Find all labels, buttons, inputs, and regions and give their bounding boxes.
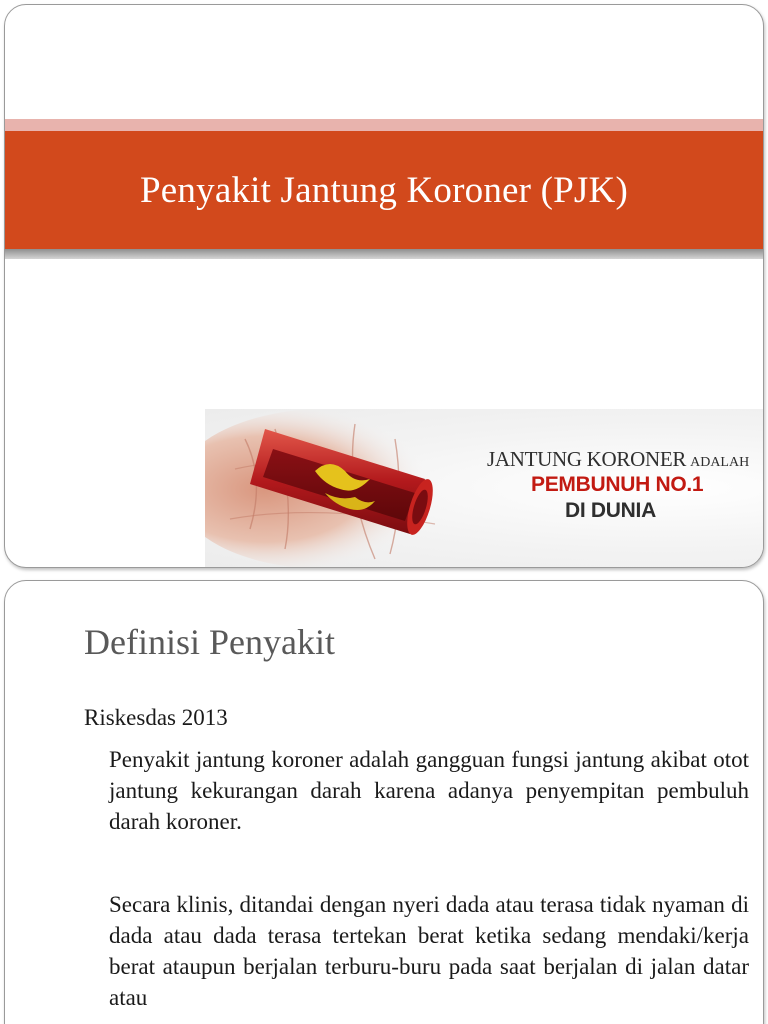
title-band (5, 131, 763, 249)
banner-line-2: PEMBUNUH NO.1 (531, 473, 704, 496)
definition-slide (4, 580, 764, 1024)
banner-line-1 (487, 447, 749, 472)
banner-line-1-main: JANTUNG KORONER (487, 447, 687, 471)
source-label: Riskesdas 2013 (84, 705, 228, 730)
slide-heading: Definisi Penyakit (84, 622, 335, 662)
title-slide (4, 4, 764, 568)
title-band-shadow (5, 249, 763, 259)
slide-title: Penyakit Jantung Koroner (PJK) (140, 169, 628, 211)
clinical-paragraph: Secara klinis, ditandai dengan nyeri dada atau terasa tidak nyaman di dada atau dada terasa tertekan berat ketika sedang mendaki/kerja berat ataupun berjalan terburu-buru pada saat berjalan di jalan datar atau (109, 892, 749, 1010)
coronary-banner-image (205, 409, 764, 567)
title-band-top-stripe (5, 119, 763, 131)
definition-paragraph: Penyakit jantung koroner adalah gangguan fungsi jantung akibat otot jantung kekurangan darah karena adanya penyempitan pembuluh darah koroner. (109, 747, 749, 834)
banner-line-3: DI DUNIA (565, 499, 656, 522)
banner-line-1-small: ADALAH (690, 455, 750, 470)
